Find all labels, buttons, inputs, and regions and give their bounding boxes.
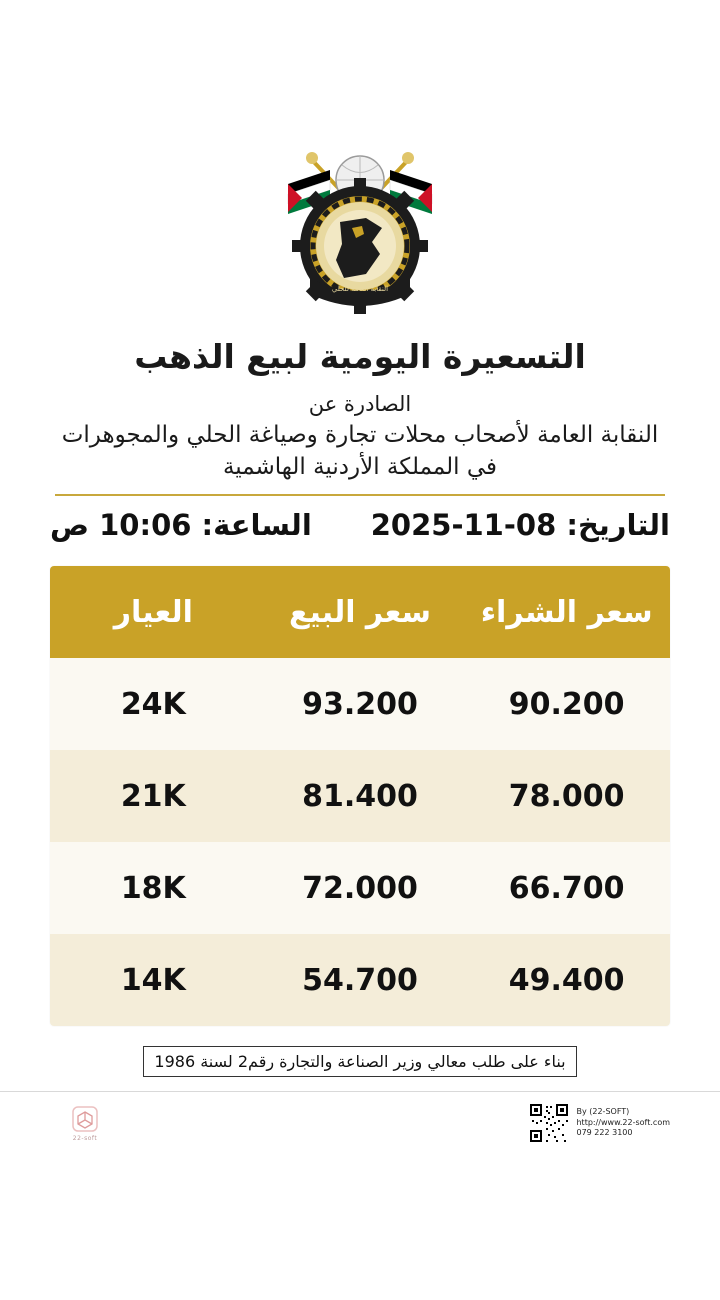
time-value: 10:06 ص (50, 508, 192, 542)
brand-name: 22-soft (72, 1134, 98, 1142)
cell-karat: 24K (120, 686, 186, 722)
cell-buy-price: 78.000 (508, 778, 625, 814)
cell-buy-price: 66.700 (508, 870, 625, 906)
cube-logo-icon (71, 1105, 99, 1133)
time-label: الساعة: (201, 508, 312, 542)
footer (50, 1102, 670, 1144)
authority-line-2: في المملكة الأردنية الهاشمية (222, 454, 498, 480)
credit-line-2[interactable]: http://www.22-soft.com (576, 1117, 670, 1127)
cell-sell-price: 81.400 (302, 778, 418, 814)
cell-karat: 14K (120, 962, 186, 998)
column-header-buy-price: سعر الشراء (480, 594, 653, 630)
issued-by-label: الصادرة عن (308, 392, 412, 416)
table-header-row (50, 566, 670, 658)
cell-sell-price: 72.000 (302, 870, 418, 906)
cell-buy-price: 49.400 (508, 962, 625, 998)
time-group (50, 508, 312, 542)
footer-divider (0, 1091, 720, 1092)
cell-buy-price: 90.200 (508, 686, 625, 722)
legal-note-wrap (50, 1046, 670, 1077)
svg-text:النقابة العامة للحلي: النقابة العامة للحلي (331, 285, 389, 293)
credit-line-3: 079 222 3100 (576, 1128, 633, 1138)
union-emblem (270, 138, 450, 323)
qr-code-icon (528, 1102, 570, 1144)
gold-divider (55, 494, 665, 496)
cell-karat: 21K (120, 778, 186, 814)
brand-logo (50, 1105, 120, 1142)
date-value: 08-11-2025 (370, 508, 557, 542)
credit-line-1: By (22-SOFT) (576, 1106, 630, 1116)
table-row (50, 842, 670, 934)
column-header-karat: العيار (113, 594, 193, 630)
legal-note: بناء على طلب معالي وزير الصناعة والتجارة رقم2 لسنة 1986 (143, 1046, 576, 1077)
date-group (371, 508, 670, 542)
cell-sell-price: 93.200 (302, 686, 418, 722)
column-header-sell-price: سعر البيع (288, 594, 432, 630)
table-row (50, 934, 670, 1026)
table-row (50, 658, 670, 750)
authority-line-1: النقابة العامة لأصحاب محلات تجارة وصياغة الحلي والمجوهرات (61, 422, 659, 448)
page-title: التسعيرة اليومية لبيع الذهب (134, 337, 586, 376)
qr-credit-block (528, 1102, 670, 1144)
cell-sell-price: 54.700 (302, 962, 418, 998)
emblem-icon (270, 138, 450, 323)
date-time-row (50, 508, 670, 542)
cell-karat: 18K (120, 870, 186, 906)
gold-price-table (50, 566, 670, 1026)
developer-credit (576, 1107, 670, 1139)
date-label: التاريخ: (566, 508, 670, 542)
table-row (50, 750, 670, 842)
